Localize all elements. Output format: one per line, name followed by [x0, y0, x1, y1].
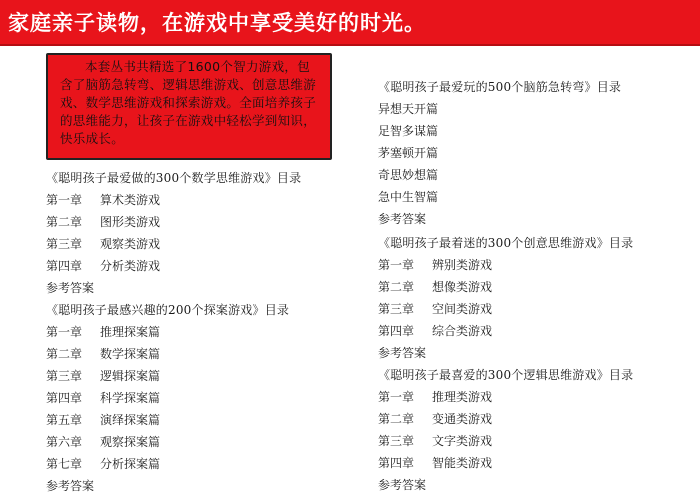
- toc-item: [46, 435, 160, 449]
- toc-item: 异想天开篇: [378, 102, 439, 116]
- chapter-number: 第六章: [46, 435, 83, 449]
- toc-item: [46, 369, 160, 383]
- chapter-number: 第二章: [378, 280, 415, 294]
- chapter-name: 科学探案篇: [100, 391, 161, 405]
- chapter-number: 第二章: [378, 412, 415, 426]
- chapter-number: 第七章: [46, 457, 83, 471]
- toc-item: [378, 456, 492, 470]
- chapter-name: 变通类游戏: [432, 412, 493, 426]
- chapter-number: 第四章: [378, 456, 415, 470]
- chapter-name: 推理类游戏: [432, 390, 493, 404]
- chapter-number: 第五章: [46, 413, 83, 427]
- chapter-name: 辨别类游戏: [432, 258, 493, 272]
- toc-item: 茅塞顿开篇: [378, 146, 439, 160]
- chapter-name: 逻辑探案篇: [100, 369, 161, 383]
- chapter-name: 演绎探案篇: [100, 413, 161, 427]
- toc-item: [46, 193, 160, 207]
- toc-item: [378, 302, 492, 316]
- chapter-number: 第三章: [46, 369, 83, 383]
- chapter-number: 第一章: [378, 390, 415, 404]
- intro-text: 本套丛书共精选了1600个智力游戏，包含了脑筋急转弯、逻辑思维游戏、创意思维游戏、数学思维游戏和探索游戏。全面培养孩子的思维能力，让孩子在游戏中轻松学到知识，快乐成长。: [60, 59, 317, 146]
- toc-item: [378, 390, 492, 404]
- chapter-number: 第三章: [378, 434, 415, 448]
- chapter-name: 空间类游戏: [432, 302, 493, 316]
- toc-item: [46, 325, 160, 339]
- toc-item: [46, 347, 160, 361]
- answer-item: 参考答案: [378, 478, 427, 492]
- toc-item: [46, 457, 160, 471]
- chapter-number: 第四章: [378, 324, 415, 338]
- toc-item: [46, 215, 160, 229]
- chapter-number: 第三章: [46, 237, 83, 251]
- chapter-name: 推理探案篇: [100, 325, 161, 339]
- banner-title: 家庭亲子读物，在游戏中享受美好的时光。: [8, 11, 426, 35]
- toc-item: [378, 324, 492, 338]
- toc-item: [46, 237, 160, 251]
- chapter-number: 第一章: [46, 193, 83, 207]
- toc-item: [46, 259, 160, 273]
- answer-item: 参考答案: [46, 281, 95, 295]
- chapter-name: 观察探案篇: [100, 435, 161, 449]
- chapter-name: 分析探案篇: [100, 457, 161, 471]
- chapter-name: 想像类游戏: [432, 280, 493, 294]
- toc-item: 急中生智篇: [378, 190, 439, 204]
- chapter-name: 算术类游戏: [100, 193, 161, 207]
- toc-item: [46, 391, 160, 405]
- chapter-name: 分析类游戏: [100, 259, 161, 273]
- chapter-name: 智能类游戏: [432, 456, 493, 470]
- answer-item: 参考答案: [46, 479, 95, 493]
- book-title-riddles: 《聪明孩子最爱玩的500个脑筋急转弯》目录: [378, 80, 622, 94]
- chapter-number: 第二章: [46, 347, 83, 361]
- chapter-name: 数学探案篇: [100, 347, 161, 361]
- book-title-detective: 《聪明孩子最感兴趣的200个探案游戏》目录: [46, 303, 290, 317]
- chapter-name: 综合类游戏: [432, 324, 493, 338]
- chapter-name: 观察类游戏: [100, 237, 161, 251]
- chapter-name: 图形类游戏: [100, 215, 161, 229]
- toc-item: 奇思妙想篇: [378, 168, 439, 182]
- chapter-number: 第一章: [46, 325, 83, 339]
- intro-box: [46, 53, 332, 160]
- chapter-number: 第三章: [378, 302, 415, 316]
- chapter-number: 第一章: [378, 258, 415, 272]
- answer-item: 参考答案: [378, 346, 427, 360]
- chapter-number: 第四章: [46, 391, 83, 405]
- book-title-logic: 《聪明孩子最喜爱的300个逻辑思维游戏》目录: [378, 368, 634, 382]
- toc-item: [378, 434, 492, 448]
- chapter-name: 文字类游戏: [432, 434, 493, 448]
- chapter-number: 第四章: [46, 259, 83, 273]
- title-banner: [0, 0, 700, 46]
- book-title-math: 《聪明孩子最爱做的300个数学思维游戏》目录: [46, 171, 302, 185]
- toc-item: [378, 412, 492, 426]
- chapter-number: 第二章: [46, 215, 83, 229]
- toc-item: [46, 413, 160, 427]
- toc-item: 足智多谋篇: [378, 124, 439, 138]
- toc-item: [378, 280, 492, 294]
- book-title-creative: 《聪明孩子最着迷的300个创意思维游戏》目录: [378, 236, 634, 250]
- toc-item: [378, 258, 492, 272]
- answer-item: 参考答案: [378, 212, 427, 226]
